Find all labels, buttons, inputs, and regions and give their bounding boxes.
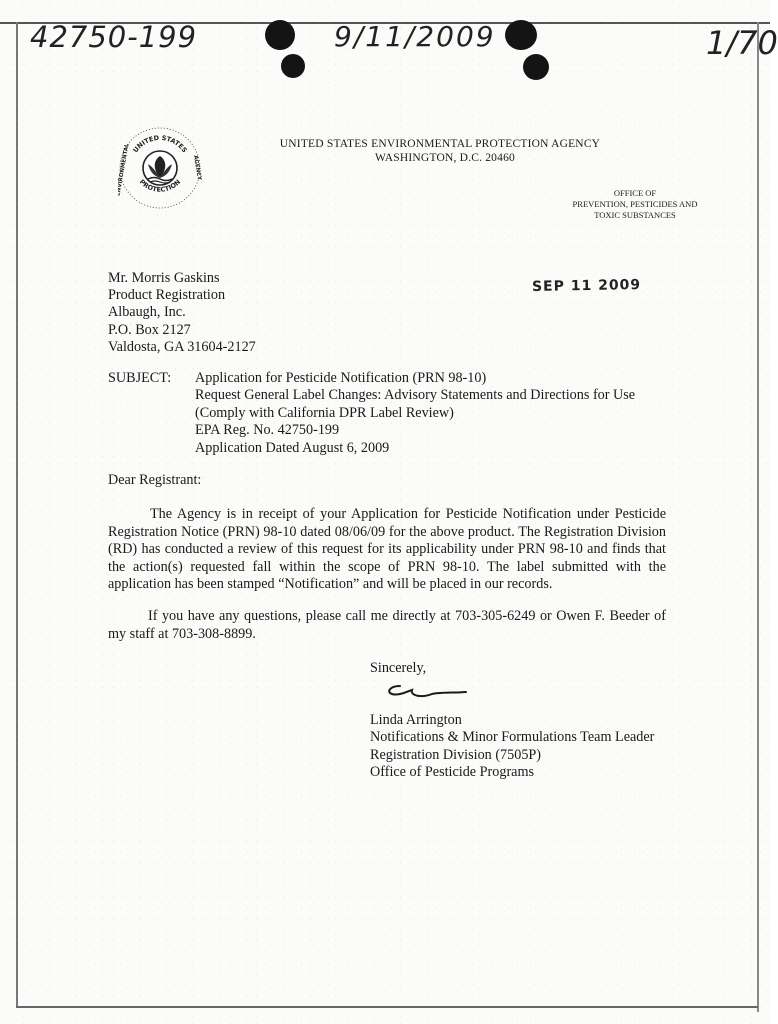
recipient-name: Mr. Morris Gaskins [108, 270, 220, 286]
punch-hole [265, 20, 295, 50]
recipient-city: Valdosta, GA 31604-2127 [108, 338, 256, 355]
punch-hole [281, 54, 305, 78]
office-line-3: TOXIC SUBSTANCES [594, 210, 676, 220]
signer-name: Linda Arrington [370, 712, 462, 728]
signer-division: Registration Division (7505P) [370, 746, 542, 763]
seal-top-text: UNITED STATES [131, 133, 189, 155]
salutation: Dear Registrant: [108, 472, 202, 488]
subject-line: (Comply with California DPR Label Review) [195, 404, 454, 421]
subject-line: EPA Reg. No. 42750-199 [195, 422, 340, 439]
recipient-address: P.O. Box 2127 [108, 321, 191, 338]
scan-border-bottom [16, 1006, 758, 1008]
handwritten-file-number: 42750-199 [30, 20, 198, 54]
agency-city: WASHINGTON, D.C. 20460 [375, 152, 515, 164]
office-line-1: OFFICE OF [613, 188, 657, 198]
agency-name: UNITED STATES ENVIRONMENTAL PROTECTION AGENCY [279, 138, 601, 150]
handwritten-page-number: 1/70 [706, 24, 778, 62]
subject-line: Application for Pesticide Notification (PRN 98-10) [195, 370, 487, 386]
scan-border-right [757, 22, 759, 1012]
subject-line: Application Dated August 6, 2009 [195, 439, 390, 456]
signer-block [370, 712, 654, 782]
office-line-2: PREVENTION, PESTICIDES AND [572, 199, 698, 209]
recipient-department: Product Registration [108, 287, 226, 304]
recipient-block [108, 270, 256, 356]
body-paragraph-1: The Agency is in receipt of your Application for Pesticide Notification under Pesticide Registration Notice (PRN) 98-10 dated 08/06/09 for the above product. The Registration Division (RD) has conducted a review of this request for its applicability under PRN 98-10 and finds that the action(s) requested fall within the scope of PRN 98-10. The label submitted with the application has been stamped “Notification” and will be placed in our records. [108, 506, 666, 593]
subject-line: Request General Label Changes: Advisory Statements and Directions for Use [195, 387, 636, 404]
closing: Sincerely, [370, 660, 427, 676]
punch-hole [505, 20, 537, 50]
seal-bottom-text: PROTECTION [137, 177, 183, 194]
body-paragraph-2: If you have any questions, please call me directly at 703-305-6249 or Owen F. Beeder of my staff at 703-308-8899. [108, 608, 666, 642]
subject-label: SUBJECT: [108, 370, 172, 386]
seal-left-text: ENVIRONMENTAL [118, 143, 131, 197]
seal-right-text: AGENCY [191, 154, 202, 181]
epa-seal [118, 126, 202, 210]
handwritten-date: 9/11/2009 [334, 20, 496, 53]
punch-hole [523, 54, 549, 80]
signature [382, 678, 472, 708]
scan-border-left [16, 22, 18, 1007]
signer-office: Office of Pesticide Programs [370, 764, 535, 781]
recipient-company: Albaugh, Inc. [108, 304, 186, 321]
signer-title: Notifications & Minor Formulations Team Leader [370, 729, 655, 746]
date-stamp: SEP 11 2009 [531, 277, 642, 295]
subject-block [195, 370, 635, 457]
